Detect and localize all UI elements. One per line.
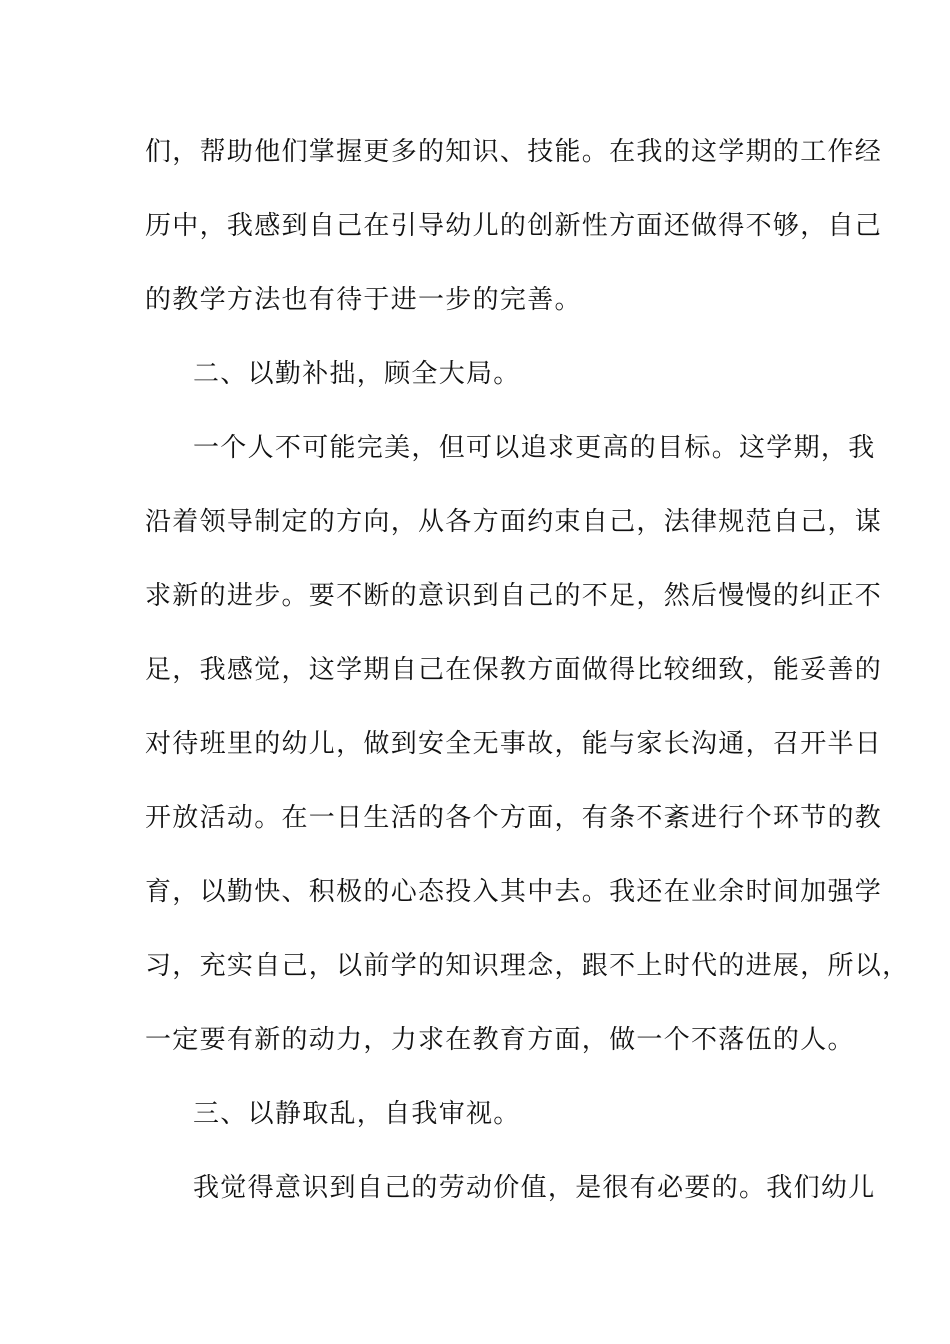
text-line: 一定要有新的动力，力求在教育方面，做一个不落伍的人。 [145, 1025, 855, 1055]
section-heading: 三、以静取乱，自我审视。 [193, 1099, 521, 1129]
text-line: 对待班里的幼儿，做到安全无事故，能与家长沟通，召开半日 [145, 729, 883, 759]
paragraph-first-line: 一个人不可能完美，但可以追求更高的目标。这学期，我 [193, 433, 876, 463]
text-line: 开放活动。在一日生活的各个方面，有条不紊进行个环节的教 [145, 803, 883, 833]
text-line: 习，充实自己，以前学的知识理念，跟不上时代的进展，所以， [145, 951, 910, 981]
paragraph-first-line: 我觉得意识到自己的劳动价值，是很有必要的。我们幼儿 [193, 1173, 876, 1203]
text-line: 的教学方法也有待于进一步的完善。 [145, 285, 582, 315]
text-line: 求新的进步。要不断的意识到自己的不足，然后慢慢的纠正不 [145, 581, 883, 611]
text-line: 足，我感觉，这学期自己在保教方面做得比较细致，能妥善的 [145, 655, 883, 685]
text-line: 历中，我感到自己在引导幼儿的创新性方面还做得不够，自己 [145, 211, 883, 241]
text-line: 育，以勤快、积极的心态投入其中去。我还在业余时间加强学 [145, 877, 883, 907]
section-heading: 二、以勤补拙，顾全大局。 [193, 359, 521, 389]
text-line: 沿着领导制定的方向，从各方面约束自己，法律规范自己，谋 [145, 507, 883, 537]
text-line: 们，帮助他们掌握更多的知识、技能。在我的这学期的工作经 [145, 137, 883, 167]
